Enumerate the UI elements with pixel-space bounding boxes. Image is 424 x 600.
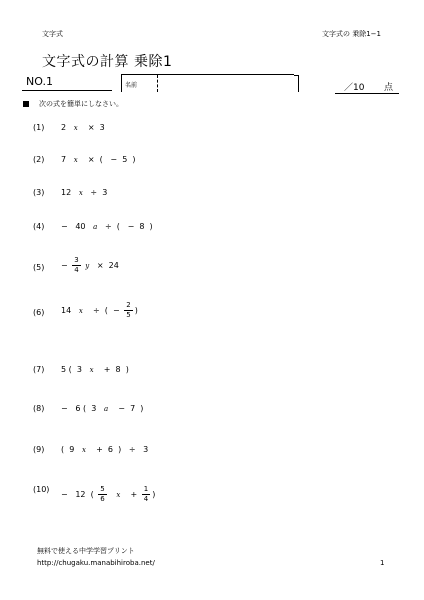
footer-url[interactable]: http://chugaku.manabihiroba.net/ xyxy=(37,559,155,567)
fraction: $\frac{5}{6}$ xyxy=(100,485,105,503)
name-field[interactable] xyxy=(121,74,294,92)
problem-expression: − 12 ( $\frac{5}{6}$ x + $\frac{1}{4}$ ) xyxy=(61,485,156,503)
score-total: ／10 xyxy=(344,83,365,93)
number-label: NO.1 xyxy=(26,75,53,88)
header-left: 文字式 xyxy=(42,30,63,38)
problem-expression: 2 x × 3 xyxy=(61,123,105,132)
name-label: 名前 xyxy=(125,82,138,89)
score-unit: 点 xyxy=(384,83,394,93)
problem-expression: 12 x ÷ 3 xyxy=(61,188,108,197)
name-divider xyxy=(157,75,158,92)
square-bullet-icon xyxy=(23,101,29,107)
problem-number: (8) xyxy=(33,404,45,413)
problem-number: (4) xyxy=(33,222,45,231)
problem-number: (9) xyxy=(33,445,45,454)
problem-expression: 5 ( 3 x + 8 ) xyxy=(61,365,129,374)
fraction: $\frac{2}{5}$ xyxy=(126,301,131,319)
problem-number: (2) xyxy=(33,155,45,164)
fraction: $\frac{3}{4}$ xyxy=(74,256,79,274)
instruction: 次の式を簡単にしなさい。 xyxy=(39,100,123,108)
page-number: 1 xyxy=(380,559,385,567)
header-right: 文字式の 乗除1−1 xyxy=(322,30,381,38)
fraction: $\frac{1}{4}$ xyxy=(143,485,149,503)
problem-number: (7) xyxy=(33,365,45,374)
problem-number: (6) xyxy=(33,308,45,317)
problem-expression: − $\frac{3}{4}$ y × 24 xyxy=(61,256,119,274)
problem-expression: − 40 a ÷ ( − 8 ) xyxy=(61,222,153,231)
problem-expression: − 6 ( 3 a − 7 ) xyxy=(61,404,144,413)
problem-number: (10) xyxy=(33,485,50,494)
problem-expression: 14 x ÷ ( − $\frac{2}{5}$ ) xyxy=(61,301,138,319)
score-underline xyxy=(335,93,399,94)
problem-number: (5) xyxy=(33,263,45,272)
worksheet-title: 文字式の計算 乗除1 xyxy=(42,54,173,70)
footer-title: 無料で使える中学学習プリント xyxy=(37,547,135,555)
problem-expression: 7 x × ( − 5 ) xyxy=(61,155,136,164)
problem-number: (3) xyxy=(33,188,45,197)
number-underline xyxy=(22,90,112,91)
problem-number: (1) xyxy=(33,123,45,132)
problem-expression: ( 9 x + 6 ) ÷ 3 xyxy=(61,445,149,454)
